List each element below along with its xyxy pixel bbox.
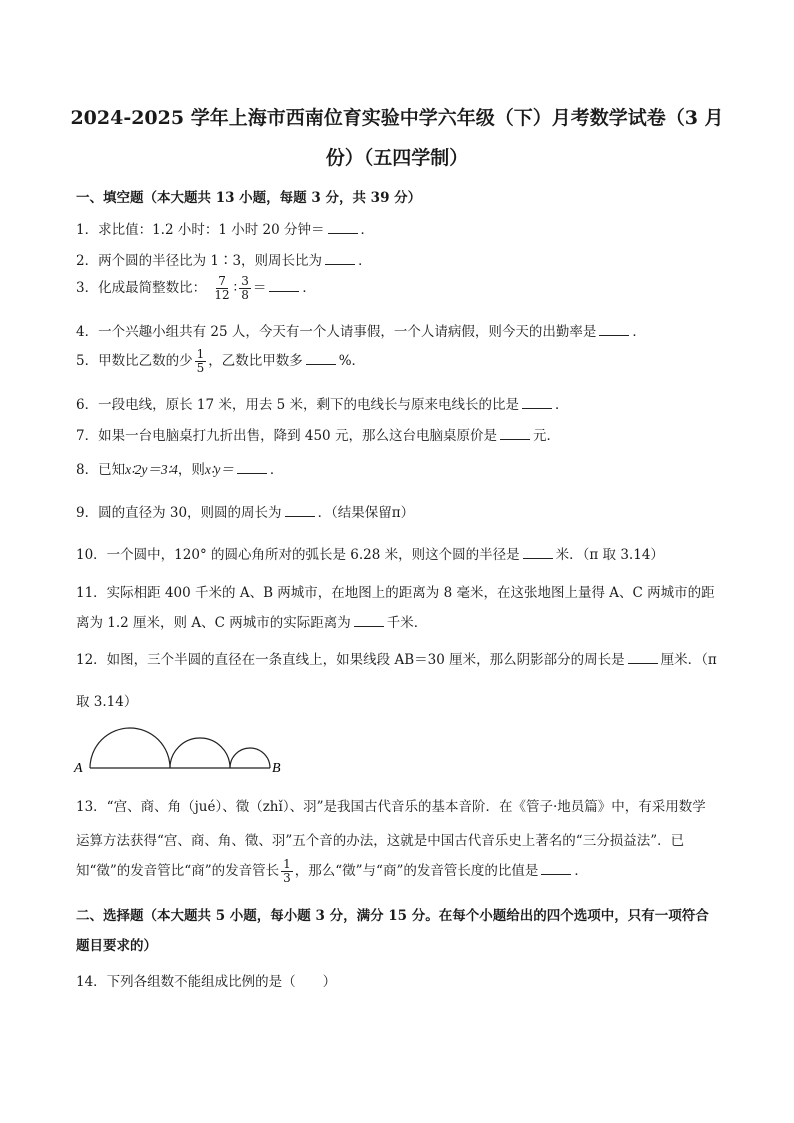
answer-blank (325, 252, 355, 265)
semicircles-figure (70, 720, 290, 776)
semicircle-medium (170, 738, 230, 768)
question-11-line2 (76, 611, 427, 631)
section2-heading-line2: 题目要求的） (76, 938, 157, 954)
question-8-tail: ． (269, 462, 284, 478)
question-4 (76, 320, 646, 340)
answer-blank (354, 614, 384, 627)
question-11-line1: 11．实际相距 400 千米的 A、B 两城市，在地图上的距离为 8 毫米，在这张地图上量得 A、C 两城市的距 (76, 585, 715, 601)
question-7-tail: 元． (532, 428, 560, 444)
question-2-tail: ． (358, 253, 372, 269)
question-5-text: 5．甲数比乙数的少 (76, 353, 193, 369)
question-8 (76, 458, 283, 478)
answer-blank (523, 546, 553, 559)
question-6-tail: ． (555, 397, 569, 413)
section2-heading-line1: 二、选择题（本大题共 5 小题，每小题 3 分，满分 15 分。在每个小题给出的四个选项中，只有一项符合 (76, 908, 709, 924)
question-4-tail: ． (632, 324, 646, 340)
fraction-3-8 (239, 275, 251, 302)
question-8-mid: ，则 (177, 462, 205, 478)
question-2-text: 2．两个圆的半径比为 1∶3，则周长比为 (76, 253, 323, 269)
fraction-denominator: 8 (241, 288, 249, 302)
question-3-tail: ． (302, 280, 316, 296)
exam-title-line1: 2024-2025 学年上海市西南位育实验中学六年级（下）月考数学试卷（3 月 (70, 107, 724, 129)
question-2 (76, 249, 372, 269)
answer-blank (599, 323, 629, 336)
equals-sign: ＝ (252, 280, 267, 296)
question-14: 14．下列各组数不能组成比例的是（ ） (76, 974, 337, 990)
answer-blank (306, 352, 336, 365)
semicircle-large (90, 728, 170, 768)
question-13-text: 知“徵”的发音管比“商”的发音管长 (76, 863, 280, 879)
question-7 (76, 424, 560, 444)
answer-blank (285, 504, 315, 517)
question-11-text: 离为 1.2 厘米，则 A、C 两城市的实际距离为 (76, 615, 351, 631)
exam-title-line2: 份）（五四学制） (325, 147, 469, 169)
question-13-post: ，那么“徵”与“商”的发音管长度的比值是 (294, 863, 539, 879)
question-5 (76, 348, 365, 375)
fraction-1-5 (195, 348, 207, 375)
answer-blank (628, 651, 658, 664)
fraction-numerator: 1 (196, 347, 205, 361)
fraction-denominator: 5 (196, 361, 205, 375)
question-6-text: 6．一段电线，原长 17 米，用去 5 米，剩下的电线长与原来电线长的比是 (76, 397, 520, 413)
point-a-label: A (74, 761, 83, 776)
fraction-numerator: 3 (241, 274, 249, 288)
ratio-expression: x∶y＝ (204, 462, 234, 477)
answer-blank (522, 396, 552, 409)
question-12-line2: 取 3.14） (76, 694, 138, 710)
question-3 (76, 275, 316, 302)
question-1-text: 1．求比值：1.2 小时：1 小时 20 分钟＝ (76, 222, 325, 238)
question-13-line2: 运算方法获得“宫、商、角、徵、羽”五个音的办法，这就是中国古代音乐史上著名的“三分损益法”．已 (76, 833, 685, 849)
question-12-text: 12．如图，三个半圆的直径在一条直线上，如果线段 AB＝30 厘米，那么阴影部分的周长是 (76, 652, 625, 668)
question-13-tail: ． (574, 863, 588, 879)
fraction-numerator: 7 (218, 274, 226, 288)
point-b-label: B (272, 761, 281, 776)
semicircle-small (230, 748, 270, 768)
question-10 (76, 543, 664, 563)
ratio-equation: x∶2y＝3∶4 (125, 462, 178, 477)
question-12-tail: 厘米．（π (660, 652, 717, 668)
fraction-denominator: 12 (214, 288, 230, 302)
fraction-denominator: 3 (283, 871, 291, 885)
question-1 (76, 218, 374, 238)
section1-heading: 一、填空题（本大题共 13 小题，每题 3 分，共 39 分） (76, 190, 422, 206)
ratio-colon: ∶ (233, 280, 238, 296)
question-9-tail: ．（结果保留π） (317, 505, 415, 521)
question-11-tail: 千米． (386, 615, 428, 631)
question-4-text: 4．一个兴趣小组共有 25 人，今天有一个人请事假，一个人请病假，则今天的出勤率是 (76, 324, 597, 340)
question-8-text: 8．已知 (76, 462, 126, 478)
question-3-text: 3．化成最简整数比： (76, 280, 207, 296)
answer-blank (269, 279, 299, 292)
question-7-text: 7．如果一台电脑桌打九折出售，降到 450 元，那么这台电脑桌原价是 (76, 428, 497, 444)
answer-blank (500, 427, 530, 440)
answer-blank (237, 461, 267, 474)
fraction-7-12 (212, 275, 231, 302)
question-5-mid: ，乙数比甲数多 (208, 353, 303, 369)
fraction-1-3 (281, 858, 293, 885)
answer-blank (541, 862, 571, 875)
question-13-line3 (76, 858, 588, 885)
question-10-text: 10．一个圆中，120° 的圆心角所对的弧长是 6.28 米，则这个圆的半径是 (76, 547, 520, 563)
question-10-tail: 米．（π 取 3.14） (555, 547, 664, 563)
question-9-text: 9．圆的直径为 30，则圆的周长为 (76, 505, 282, 521)
question-13-line1: 13．“宫、商、角（jué）、徵（zhǐ）、羽”是我国古代音乐的基本音阶．在《管子·地员篇》中，有采用数学 (76, 799, 706, 815)
answer-blank (328, 221, 358, 234)
question-6 (76, 393, 569, 413)
fraction-numerator: 1 (283, 857, 291, 871)
question-12-line1 (76, 648, 717, 668)
question-9 (76, 501, 414, 521)
question-5-tail: %． (338, 353, 366, 369)
question-1-tail: ． (360, 222, 374, 238)
